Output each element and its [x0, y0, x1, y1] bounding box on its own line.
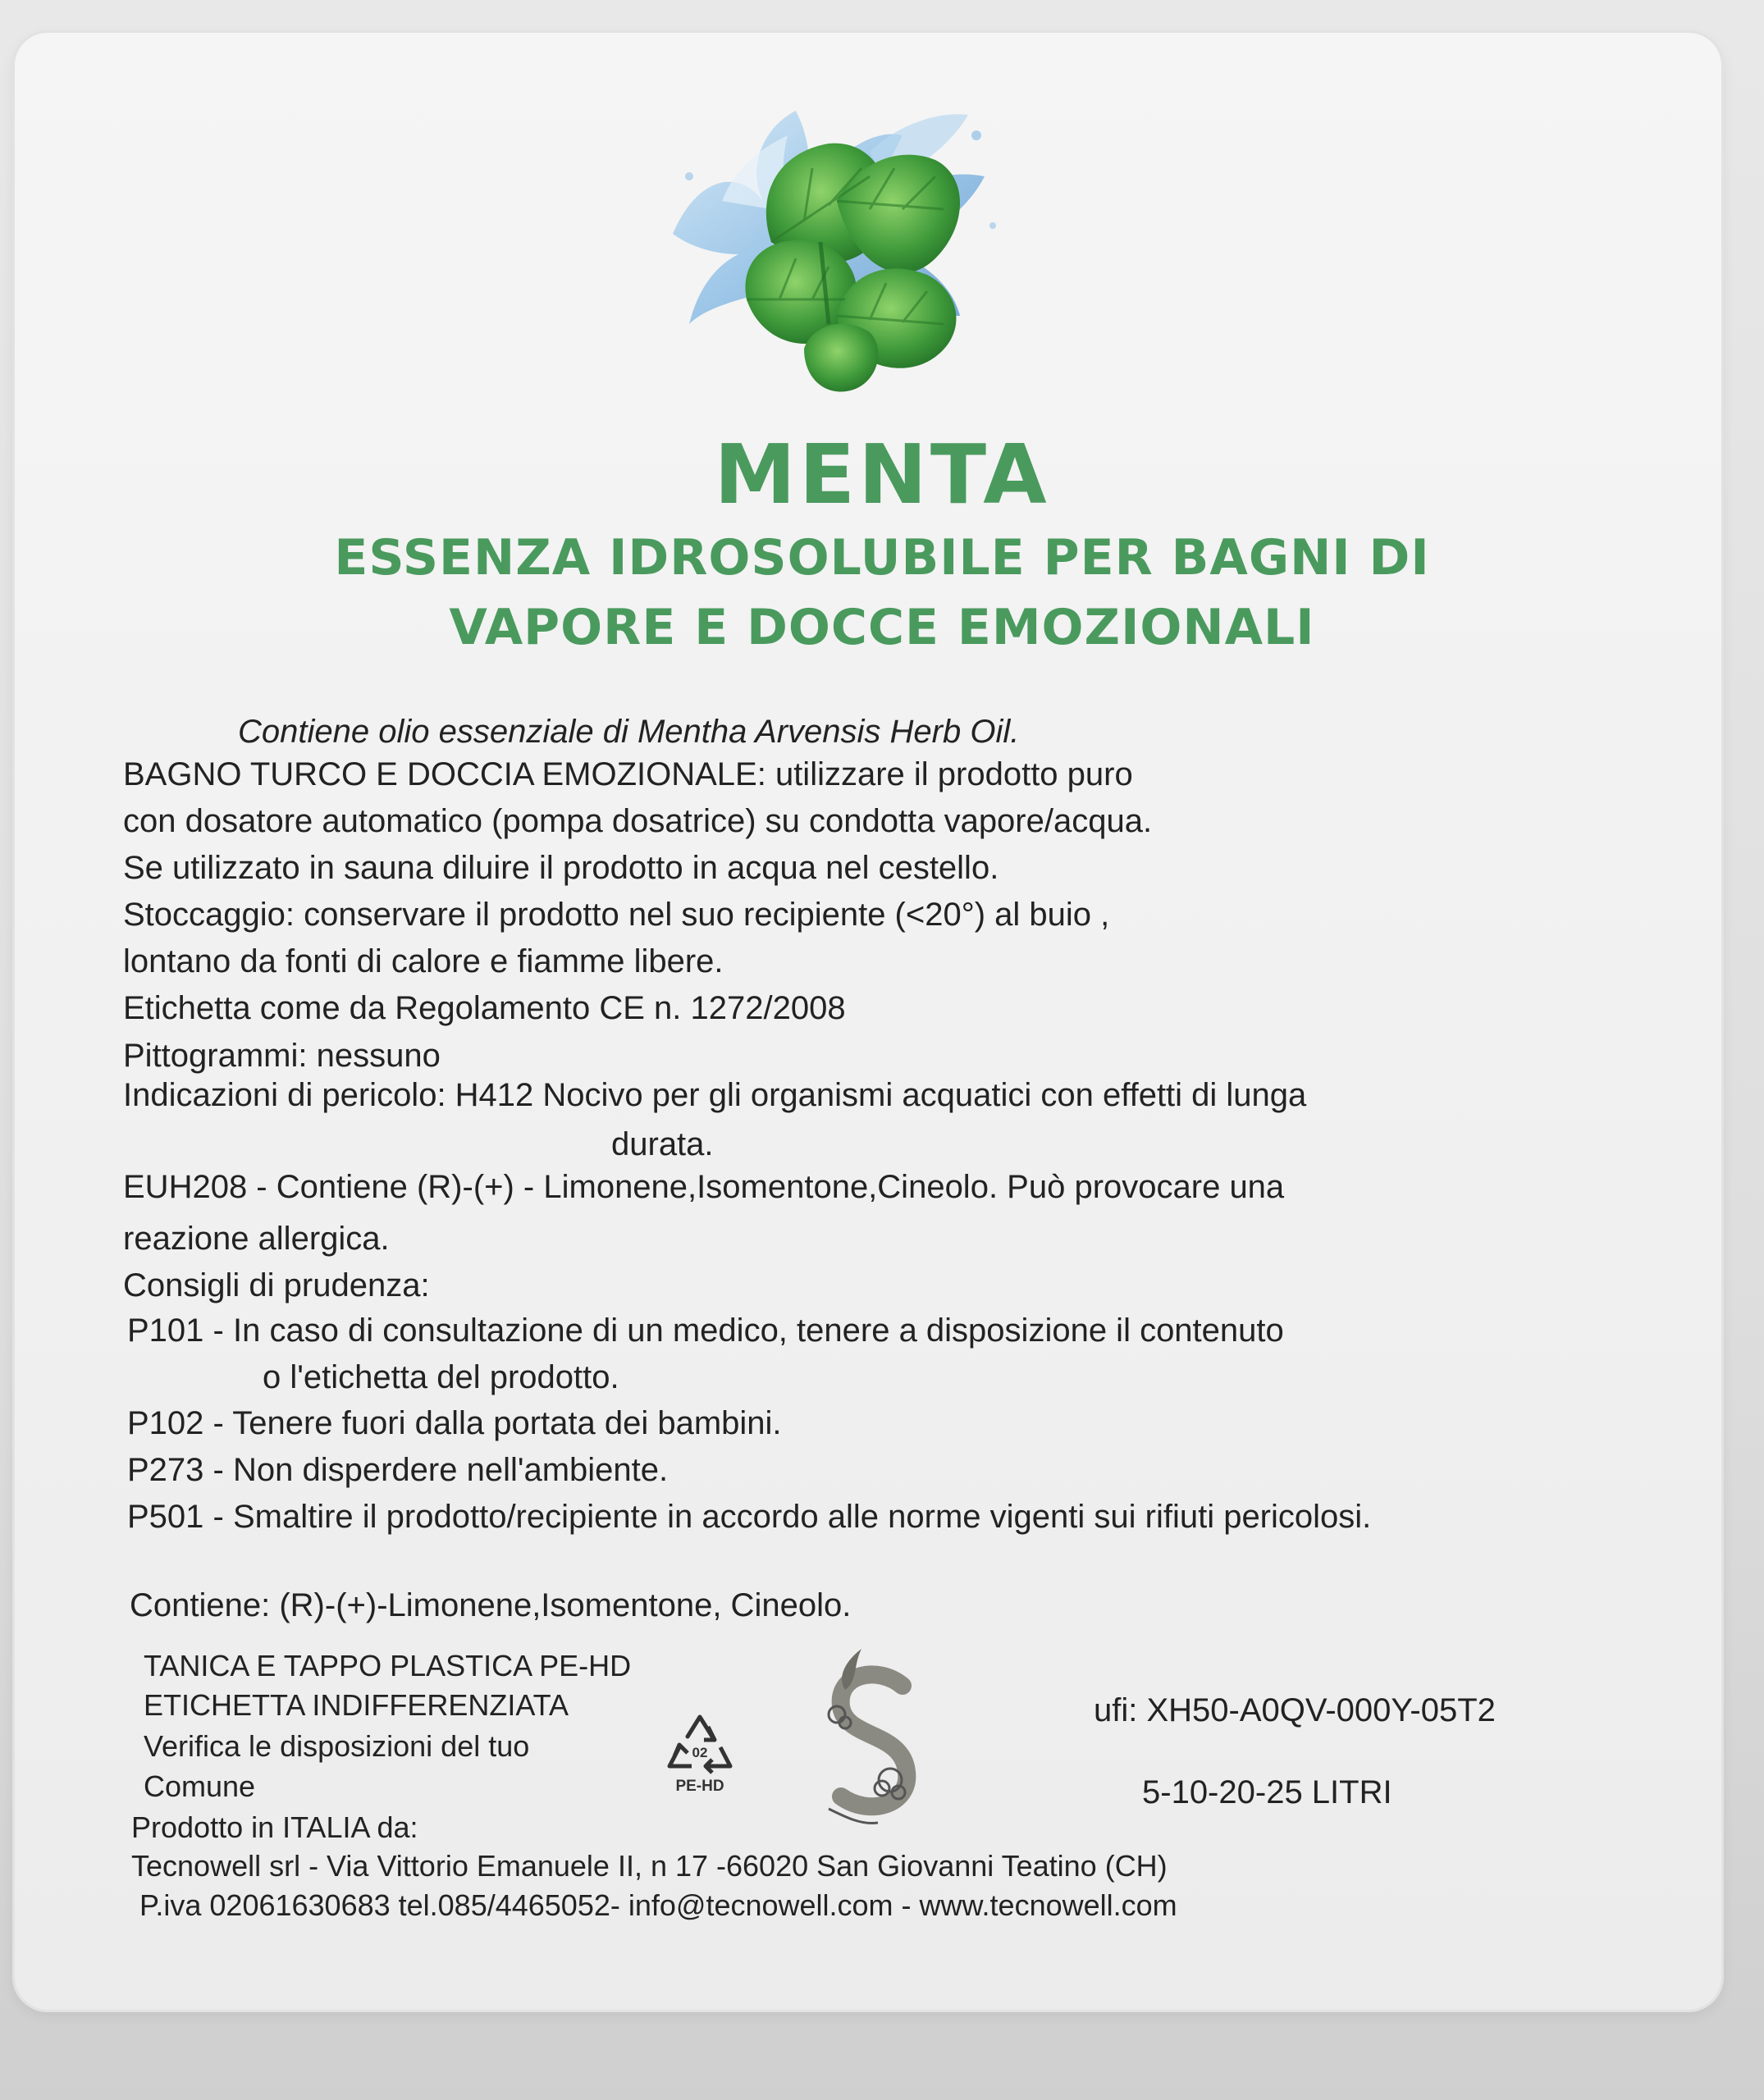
euh-statement: EUH208 - Contiene (R)-(+) - Limonene,Isomentone,Cineolo. Può provocare una: [123, 1169, 1285, 1205]
precaution-p273: P273 - Non disperdere nell'ambiente.: [127, 1452, 669, 1488]
intro-text: Contiene olio essenziale di Mentha Arvensis Herb Oil.: [238, 714, 1020, 750]
precaution-p101: P101 - In caso di consultazione di un medico, tenere a disposizione il contenuto: [127, 1312, 1284, 1349]
recycle-label: PE-HD: [675, 1778, 724, 1795]
body-line: con dosatore automatico (pompa dosatrice) su condotta vapore/acqua.: [123, 803, 1153, 839]
disposal-line: ETICHETTA INDIFFERENZIATA: [144, 1688, 569, 1722]
contains-statement: Contiene: (R)-(+)-Limonene,Isomentone, Cineolo.: [130, 1587, 852, 1623]
recycle-icon: [663, 1710, 737, 1801]
euh-statement-continuation: reazione allergica.: [123, 1221, 390, 1257]
product-subtitle-line1: ESSENZA IDROSOLUBILE PER BAGNI DI: [334, 529, 1430, 587]
body-line: lontano da fonti di calore e fiamme libere.: [123, 943, 724, 979]
mint-leaves-water-splash-icon: [624, 78, 1017, 414]
hazard-statement: Indicazioni di pericolo: H412 Nocivo per gli organismi acquatici con effetti di lunga: [123, 1077, 1307, 1113]
disposal-line: Verifica le disposizioni del tuo: [144, 1729, 530, 1763]
made-in-italy: Prodotto in ITALIA da:: [131, 1810, 418, 1844]
disposal-line: Comune: [144, 1769, 256, 1803]
precaution-p501: P501 - Smaltire il prodotto/recipiente in accordo alle norme vigenti sui rifiuti pericolosi.: [127, 1499, 1372, 1535]
manufacturer-contacts: P.iva 02061630683 tel.085/4465052- info@tecnowell.com - www.tecnowell.com: [139, 1888, 1177, 1922]
body-line: Pittogrammi: nessuno: [123, 1038, 441, 1074]
body-line: Etichetta come da Regolamento CE n. 1272/2008: [123, 990, 846, 1026]
body-line: Stoccaggio: conservare il prodotto nel suo recipiente (<20°) al buio ,: [123, 897, 1110, 933]
recycle-code: 02: [692, 1745, 708, 1760]
manufacturer-address: Tecnowell srl - Via Vittorio Emanuele II, n 17 -66020 San Giovanni Teatino (CH): [131, 1849, 1168, 1883]
product-subtitle-line2: VAPORE E DOCCE EMOZIONALI: [449, 599, 1315, 656]
pack-sizes: 5-10-20-25 LITRI: [1142, 1774, 1392, 1810]
precaution-p101-continuation: o l'etichetta del prodotto.: [263, 1359, 619, 1395]
body-line: BAGNO TURCO E DOCCIA EMOZIONALE: utilizzare il prodotto puro: [123, 756, 1133, 792]
hazard-statement-continuation: durata.: [611, 1126, 714, 1162]
decorative-s-monogram-icon: [812, 1641, 927, 1829]
precaution-heading: Consigli di prudenza:: [123, 1267, 430, 1303]
ufi-code: ufi: XH50-A0QV-000Y-05T2: [1094, 1692, 1496, 1728]
precaution-p102: P102 - Tenere fuori dalla portata dei bambini.: [127, 1405, 782, 1441]
body-line: Se utilizzato in sauna diluire il prodotto in acqua nel cestello.: [123, 850, 999, 886]
product-title: MENTA: [714, 427, 1050, 523]
disposal-line: TANICA E TAPPO PLASTICA PE-HD: [144, 1649, 632, 1682]
